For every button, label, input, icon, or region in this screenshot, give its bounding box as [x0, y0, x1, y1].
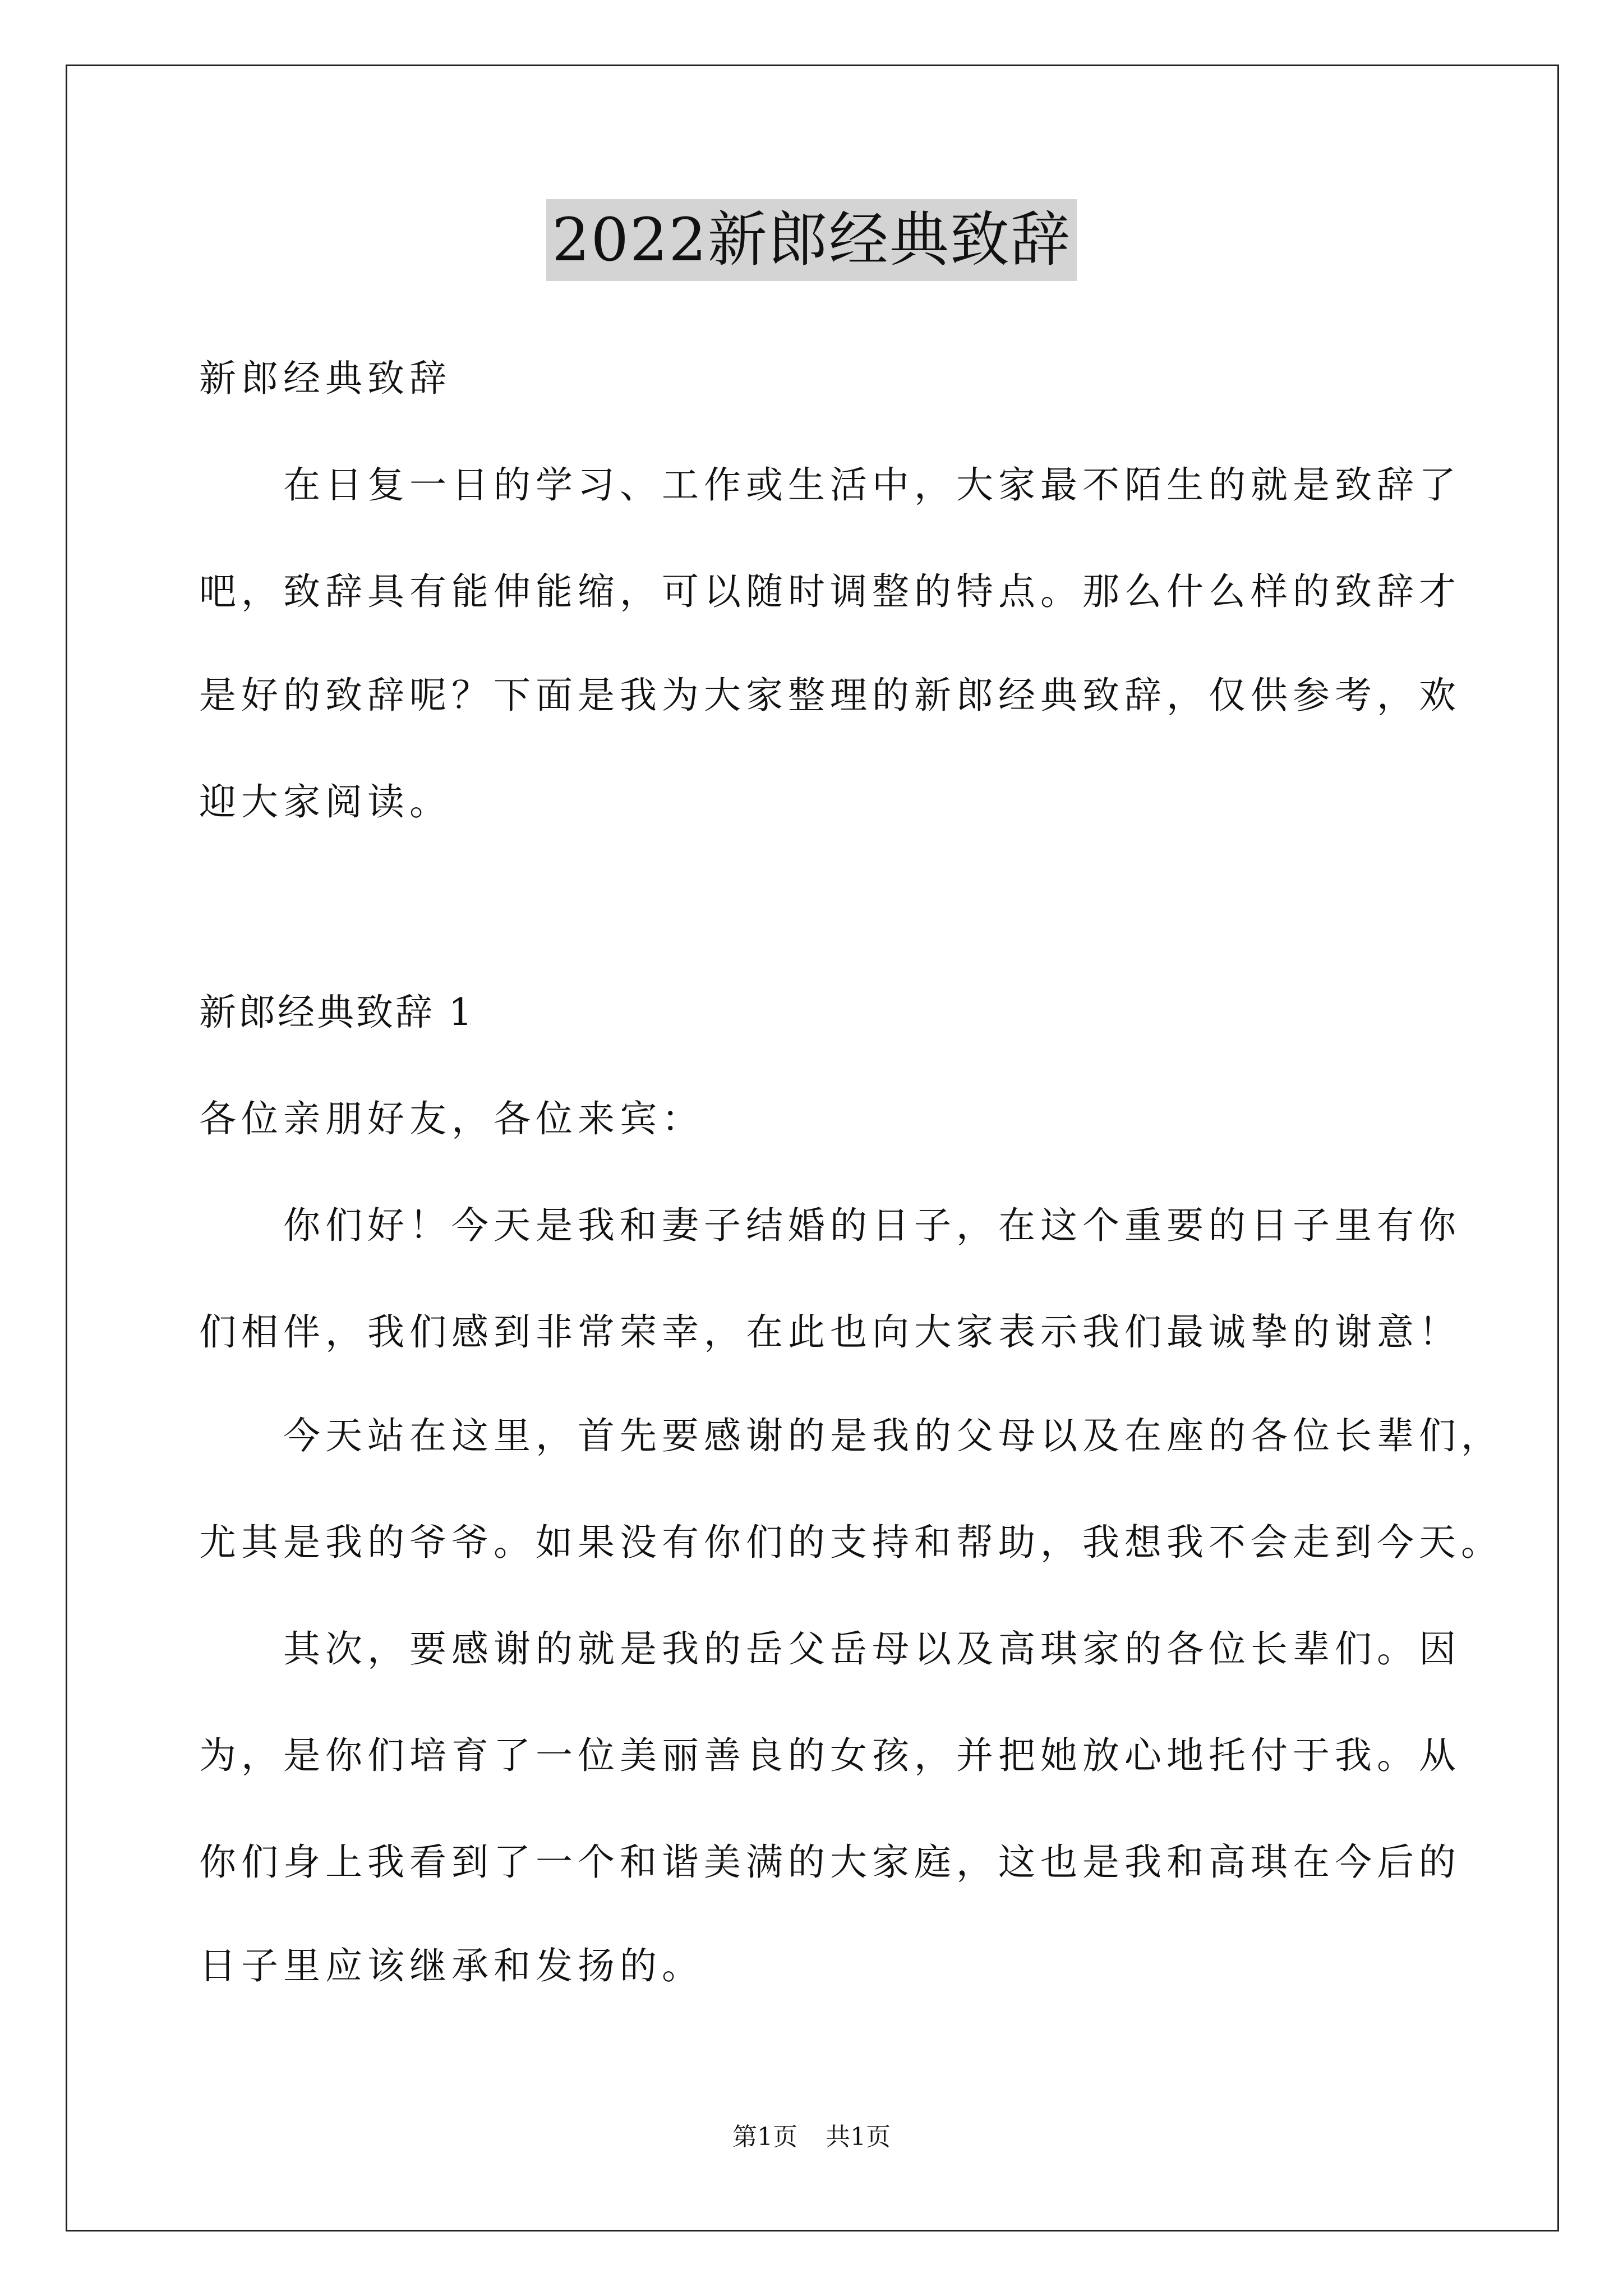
body-line: 你们身上我看到了一个和谐美满的大家庭，这也是我和高琪在今后的 [199, 1841, 1461, 1884]
intro-line: 吧，致辞具有能伸能缩，可以随时调整的特点。那么什么样的致辞才 [199, 570, 1461, 613]
body-line: 今天站在这里，首先要感谢的是我的父母以及在座的各位长辈们， [199, 1414, 1503, 1457]
intro-line: 在日复一日的学习、工作或生活中，大家最不陌生的就是致辞了 [199, 463, 1461, 507]
salutation: 各位亲朋好友，各位来宾： [199, 1097, 704, 1140]
intro-line: 迎大家阅读。 [199, 780, 451, 823]
body-line: 日子里应该继承和发扬的。 [199, 1944, 704, 1987]
body-line: 你们好！今天是我和妻子结婚的日子，在这个重要的日子里有你 [199, 1204, 1461, 1247]
body-line: 尤其是我的爷爷。如果没有你们的支持和帮助，我想我不会走到今天。 [199, 1521, 1503, 1564]
intro-line: 是好的致辞呢？下面是我为大家整理的新郎经典致辞，仅供参考，欢 [199, 674, 1461, 717]
page-number: 第1页 [732, 2123, 797, 2151]
page-total: 共1页 [826, 2123, 891, 2151]
body-line: 其次，要感谢的就是我的岳父岳母以及高琪家的各位长辈们。因 [199, 1627, 1461, 1671]
page-footer [0, 2120, 1623, 2154]
document-title: 2022新郎经典致辞 [546, 199, 1077, 281]
section-heading: 新郎经典致辞 1 [199, 991, 474, 1034]
title-container [0, 199, 1623, 281]
subtitle: 新郎经典致辞 [199, 357, 451, 400]
body-line: 为，是你们培育了一位美丽善良的女孩，并把她放心地托付于我。从 [199, 1734, 1461, 1777]
body-line: 们相伴，我们感到非常荣幸，在此也向大家表示我们最诚挚的谢意！ [199, 1310, 1461, 1354]
